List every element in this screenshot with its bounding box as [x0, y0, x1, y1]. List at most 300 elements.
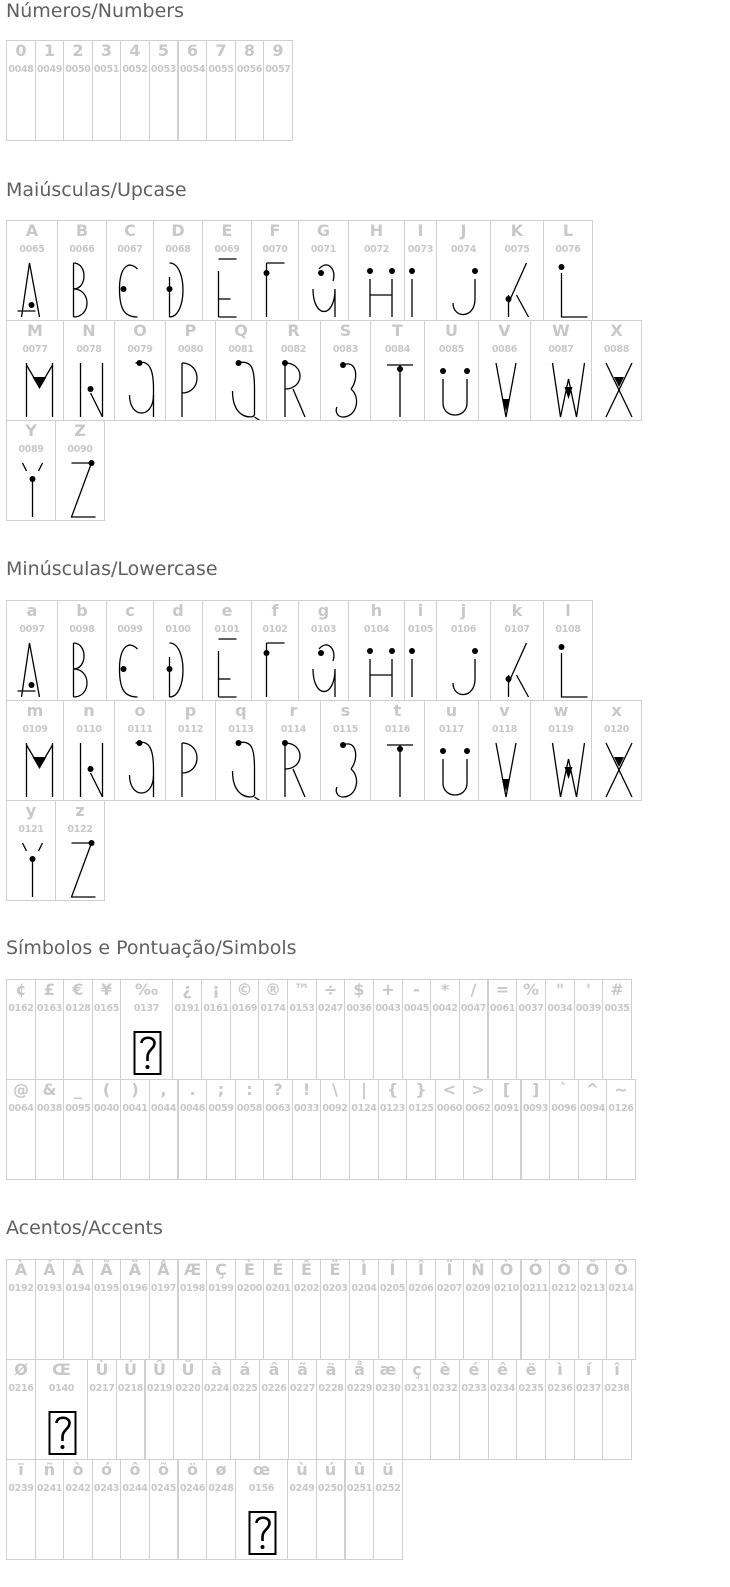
glyph-cell — [463, 1079, 493, 1180]
glyph-cell — [298, 600, 349, 701]
glyph-cell — [235, 1259, 264, 1360]
glyph-char: É — [272, 1260, 284, 1279]
glyph-char: . — [189, 1080, 196, 1099]
glyph-code: 0042 — [432, 1003, 458, 1014]
glyph-cell — [114, 700, 166, 801]
glyph-code: 0108 — [555, 624, 581, 635]
glyph-cell — [149, 1459, 178, 1560]
glyph-cell — [578, 1259, 607, 1360]
glyph-char: , — [160, 1080, 167, 1099]
glyph-code: 0233 — [461, 1383, 487, 1394]
glyph-code: 0086 — [491, 344, 518, 355]
glyph-code: 0063 — [265, 1103, 291, 1114]
glyph-char: P — [184, 321, 197, 340]
glyph-char: B — [75, 221, 89, 240]
glyph-char: õ — [158, 1460, 169, 1479]
glyph-char: : — [246, 1080, 253, 1099]
glyph-code: 0041 — [122, 1103, 148, 1114]
glyph-code: 0225 — [232, 1383, 258, 1394]
glyph-char: L — [562, 221, 574, 240]
glyph-drawing — [299, 601, 349, 701]
glyph-char: ‰ — [134, 980, 159, 999]
glyph-drawing — [405, 221, 437, 321]
glyph-cell — [63, 979, 93, 1080]
glyph-code: 0209 — [465, 1283, 491, 1294]
glyph-char: ¡ — [212, 980, 220, 999]
glyph-drawing — [56, 421, 105, 521]
glyph-code: 0064 — [8, 1103, 34, 1114]
glyph-drawing — [7, 421, 56, 521]
glyph-char: ô — [129, 1460, 141, 1479]
glyph-char: ¢ — [15, 980, 27, 999]
missing-glyph-icon — [36, 1360, 88, 1460]
glyph-code: 0091 — [493, 1103, 520, 1114]
glyph-char: ü — [382, 1460, 394, 1479]
glyph-code: 0207 — [436, 1283, 463, 1294]
glyph-code: 0105 — [407, 624, 434, 635]
glyph-char: È — [244, 1260, 255, 1279]
glyph-char: Ú — [124, 1360, 137, 1379]
glyph-code: 0227 — [289, 1383, 316, 1394]
glyph-drawing — [166, 701, 216, 801]
glyph-char: K — [510, 221, 524, 240]
section-title: Maiúsculas/Upcase — [6, 179, 187, 201]
glyph-cell — [378, 1259, 407, 1360]
glyph-char: ® — [265, 980, 281, 999]
glyph-code: 0098 — [69, 624, 95, 635]
glyph-code: 0248 — [208, 1483, 234, 1494]
glyph-char: ö — [187, 1460, 198, 1479]
glyph-cell — [63, 1259, 93, 1360]
glyph-code: 0099 — [117, 624, 143, 635]
glyph-drawing — [371, 701, 425, 801]
glyph-char: à — [211, 1360, 222, 1379]
glyph-code: 0116 — [384, 724, 411, 735]
glyph-code: 0114 — [280, 724, 307, 735]
glyph-char: A — [25, 221, 39, 240]
glyph-code: 0244 — [122, 1483, 148, 1494]
glyph-code: 0048 — [8, 64, 34, 75]
glyph-char: t — [393, 701, 402, 720]
glyph-cell — [206, 1259, 236, 1360]
glyph-drawing — [64, 701, 115, 801]
glyph-drawing — [64, 321, 115, 421]
glyph-cell — [406, 1259, 436, 1360]
glyph-char: @ — [13, 1080, 29, 1099]
glyph-char: h — [370, 601, 383, 620]
glyph-char: 5 — [157, 41, 170, 60]
glyph-char: - — [413, 980, 420, 999]
glyph-cell — [6, 420, 56, 521]
glyph-char: I — [417, 221, 424, 240]
glyph-code: 0056 — [236, 64, 263, 75]
glyph-char: { — [386, 1080, 399, 1099]
glyph-code: 0234 — [489, 1383, 516, 1394]
glyph-drawing — [349, 601, 405, 701]
glyph-cell — [202, 1359, 231, 1460]
glyph-code: 0072 — [363, 244, 390, 255]
glyph-code: 0052 — [122, 64, 148, 75]
glyph-drawing — [154, 221, 203, 321]
glyph-drawing — [425, 321, 479, 421]
glyph-cell — [92, 1259, 121, 1360]
glyph-cell — [459, 979, 488, 1080]
glyph-code: 0107 — [504, 624, 530, 635]
glyph-cell — [424, 320, 479, 421]
glyph-cell — [370, 320, 425, 421]
glyph-drawing — [321, 321, 371, 421]
glyph-cell — [549, 1259, 579, 1360]
glyph-code: 0089 — [18, 444, 44, 455]
glyph-char: Ö — [614, 1260, 628, 1279]
glyph-char: 6 — [186, 41, 199, 60]
glyph-cell — [92, 1079, 121, 1180]
glyph-cell — [63, 40, 93, 141]
glyph-drawing — [115, 321, 166, 421]
glyph-char: ú — [324, 1460, 337, 1479]
glyph-char: + — [381, 980, 395, 999]
glyph-code: 0199 — [208, 1283, 234, 1294]
glyph-code: 0153 — [289, 1003, 315, 1014]
glyph-char: Q — [234, 321, 248, 340]
glyph-char: î — [614, 1360, 620, 1379]
glyph-char: u — [445, 701, 458, 720]
glyph-char: n — [83, 701, 95, 720]
glyph-cell — [490, 600, 544, 701]
glyph-char: Á — [43, 1260, 56, 1279]
glyph-cell — [287, 979, 317, 1080]
glyph-char: 0 — [15, 41, 27, 60]
glyph-code: 0060 — [436, 1103, 463, 1114]
glyph-char: ÷ — [323, 980, 338, 999]
glyph-code: 0033 — [293, 1103, 320, 1114]
glyph-char: 1 — [43, 41, 56, 60]
glyph-char: ñ — [43, 1460, 56, 1479]
glyph-code: 0193 — [36, 1283, 63, 1294]
glyph-code: 0241 — [36, 1483, 63, 1494]
glyph-drawing — [267, 701, 321, 801]
glyph-cell — [606, 1259, 636, 1360]
glyph-cell — [459, 1359, 489, 1460]
glyph-char: Ô — [557, 1260, 571, 1279]
glyph-drawing — [7, 801, 56, 901]
glyph-code: 0121 — [18, 824, 44, 835]
glyph-code: 0066 — [69, 244, 95, 255]
glyph-code: 0197 — [150, 1283, 177, 1294]
glyph-code: 0112 — [177, 724, 204, 735]
glyph-char: s — [340, 701, 351, 720]
glyph-code: 0216 — [8, 1383, 34, 1394]
glyph-cell — [63, 320, 115, 421]
glyph-drawing — [58, 601, 107, 701]
glyph-char: $ — [353, 980, 365, 999]
glyph-char: i — [417, 601, 424, 620]
glyph-code: 0093 — [522, 1103, 549, 1114]
glyph-cell — [165, 700, 216, 801]
glyph-cell — [259, 1359, 289, 1460]
glyph-drawing — [299, 221, 349, 321]
glyph-code: 0110 — [76, 724, 102, 735]
glyph-drawing — [371, 321, 425, 421]
glyph-drawing — [479, 321, 531, 421]
glyph-cell — [373, 1459, 403, 1560]
glyph-code: 0087 — [548, 344, 574, 355]
glyph-cell — [263, 40, 293, 141]
glyph-char: ] — [531, 1080, 540, 1099]
glyph-cell — [266, 320, 321, 421]
glyph-code: 0102 — [262, 624, 288, 635]
glyph-cell — [63, 1459, 93, 1560]
glyph-drawing — [7, 601, 58, 701]
glyph-char: M — [27, 321, 43, 340]
glyph-char: f — [271, 601, 279, 620]
glyph-cell — [516, 1359, 546, 1460]
glyph-cell — [602, 979, 632, 1080]
glyph-code: 0051 — [93, 64, 120, 75]
glyph-code: 0124 — [351, 1103, 377, 1114]
glyph-code: 0226 — [261, 1383, 287, 1394]
glyph-cell — [320, 320, 371, 421]
glyph-char: 2 — [72, 41, 84, 60]
glyph-char: U — [445, 321, 458, 340]
glyph-char: > — [471, 1080, 485, 1099]
glyph-cell — [530, 700, 592, 801]
glyph-char: ~ — [614, 1080, 628, 1099]
glyph-cell — [149, 1079, 178, 1180]
glyph-code: 0111 — [127, 724, 153, 735]
glyph-cell — [87, 1359, 117, 1460]
glyph-char: X — [610, 321, 623, 340]
glyph-cell — [57, 220, 107, 321]
glyph-char: ™ — [294, 980, 310, 999]
glyph-code: 0210 — [493, 1283, 520, 1294]
glyph-cell — [606, 1079, 636, 1180]
glyph-cell — [263, 1259, 293, 1360]
glyph-char: Õ — [585, 1260, 600, 1279]
glyph-drawing — [479, 701, 531, 801]
glyph-char: j — [460, 601, 467, 620]
glyph-char: ! — [302, 1080, 311, 1099]
glyph-cell — [178, 1079, 207, 1180]
glyph-char: % — [522, 980, 540, 999]
glyph-code: 0074 — [450, 244, 477, 255]
glyph-cell — [206, 1079, 236, 1180]
glyph-drawing — [107, 221, 154, 321]
section-title: Símbolos e Pontuação/Simbols — [6, 937, 297, 959]
glyph-cell — [404, 600, 437, 701]
glyph-char: Í — [389, 1260, 396, 1279]
glyph-char: _ — [74, 1080, 82, 1099]
glyph-drawing — [437, 601, 491, 701]
glyph-char: N — [82, 321, 96, 340]
glyph-code: 0198 — [179, 1283, 206, 1294]
glyph-char: ò — [72, 1460, 84, 1479]
glyph-cell — [348, 220, 405, 321]
glyph-code: 0076 — [555, 244, 581, 255]
glyph-code: 0235 — [518, 1383, 544, 1394]
glyph-code: 0075 — [504, 244, 530, 255]
glyph-cell — [288, 1359, 317, 1460]
glyph-cell — [145, 1359, 174, 1460]
glyph-cell — [435, 1079, 464, 1180]
glyph-code: 0038 — [36, 1103, 63, 1114]
glyph-cell — [153, 220, 203, 321]
glyph-code: 0192 — [8, 1283, 34, 1294]
glyph-code: 0204 — [351, 1283, 377, 1294]
glyph-code: 0218 — [117, 1383, 144, 1394]
glyph-cell — [35, 1079, 64, 1180]
missing-glyph-icon — [236, 1460, 288, 1560]
glyph-cell — [373, 979, 403, 1080]
glyph-char: m — [26, 701, 44, 720]
glyph-cell — [6, 979, 36, 1080]
glyph-char: l — [565, 601, 571, 620]
glyph-cell — [591, 320, 642, 421]
glyph-char: Ä — [128, 1260, 142, 1279]
glyph-cell — [6, 1359, 36, 1460]
glyph-char: Ê — [301, 1260, 312, 1279]
glyph-cell — [63, 1079, 93, 1180]
glyph-code: 0214 — [608, 1283, 634, 1294]
glyph-code: 0070 — [262, 244, 288, 255]
glyph-char: & — [42, 1080, 57, 1099]
glyph-drawing — [267, 321, 321, 421]
glyph-cell — [543, 220, 593, 321]
glyph-code: 0040 — [93, 1103, 120, 1114]
glyph-code: 0191 — [174, 1003, 200, 1014]
glyph-char: Ã — [100, 1260, 113, 1279]
glyph-cell — [120, 1079, 150, 1180]
glyph-code: 0061 — [489, 1003, 516, 1014]
glyph-code: 0219 — [146, 1383, 173, 1394]
glyph-char: é — [468, 1360, 480, 1379]
glyph-cell — [178, 1459, 207, 1560]
glyph-char: # — [610, 980, 624, 999]
glyph-code: 0101 — [214, 624, 240, 635]
glyph-code: 0034 — [547, 1003, 573, 1014]
glyph-drawing — [531, 321, 592, 421]
glyph-char: Œ — [52, 1360, 71, 1379]
glyph-cell — [35, 1459, 64, 1560]
glyph-char: ^ — [585, 1080, 600, 1099]
glyph-drawing — [203, 601, 252, 701]
glyph-char: W — [552, 321, 570, 340]
glyph-char: q — [235, 701, 247, 720]
glyph-char: g — [317, 601, 330, 620]
glyph-char: c — [125, 601, 135, 620]
glyph-cell — [292, 1259, 321, 1360]
glyph-code: 0085 — [438, 344, 465, 355]
glyph-char: 8 — [243, 41, 256, 60]
glyph-char: w — [553, 701, 569, 720]
glyph-cell — [230, 1359, 260, 1460]
glyph-char: á — [239, 1360, 251, 1379]
glyph-cell — [35, 1259, 64, 1360]
glyph-code: 0055 — [208, 64, 234, 75]
glyph-char: Ì — [361, 1260, 367, 1279]
glyph-char: | — [361, 1080, 367, 1099]
glyph-code: 0113 — [228, 724, 254, 735]
glyph-code: 0078 — [76, 344, 102, 355]
glyph-drawing — [107, 601, 154, 701]
glyph-code: 0239 — [8, 1483, 34, 1494]
glyph-cell — [436, 600, 491, 701]
glyph-cell — [92, 979, 121, 1080]
glyph-code: 0230 — [375, 1383, 401, 1394]
glyph-code: 0062 — [465, 1103, 491, 1114]
glyph-code: 0044 — [150, 1103, 177, 1114]
glyph-char: H — [369, 221, 384, 240]
glyph-char: ' — [586, 980, 591, 999]
glyph-cell — [6, 220, 58, 321]
glyph-drawing — [58, 221, 107, 321]
glyph-drawing — [216, 321, 267, 421]
glyph-cell — [521, 1259, 550, 1360]
glyph-code: 0232 — [432, 1383, 458, 1394]
glyph-cell — [490, 220, 544, 321]
glyph-code: 0104 — [363, 624, 390, 635]
glyph-code: 0202 — [293, 1283, 320, 1294]
glyph-cell — [106, 220, 154, 321]
glyph-code: 0194 — [65, 1283, 91, 1294]
glyph-cell — [165, 320, 216, 421]
glyph-cell — [578, 1079, 607, 1180]
glyph-code: 0088 — [603, 344, 630, 355]
glyph-cell — [316, 979, 345, 1080]
glyph-code: 0036 — [346, 1003, 372, 1014]
glyph-code: 0156 — [248, 1483, 275, 1494]
glyph-cell — [149, 1259, 178, 1360]
glyph-cell — [235, 40, 264, 141]
glyph-cell — [120, 1259, 150, 1360]
glyph-drawing — [166, 321, 216, 421]
glyph-cell — [6, 800, 56, 901]
glyph-cell — [478, 700, 531, 801]
glyph-char: " — [555, 980, 565, 999]
glyph-char: í — [585, 1360, 592, 1379]
glyph-drawing — [437, 221, 491, 321]
section-title: Acentos/Accents — [6, 1217, 163, 1239]
glyph-drawing — [544, 601, 593, 701]
glyph-char: Ò — [499, 1260, 514, 1279]
glyph-cell — [206, 1459, 236, 1560]
glyph-code: 0117 — [438, 724, 465, 735]
glyph-drawing — [592, 701, 642, 801]
glyph-cell — [574, 1359, 603, 1460]
glyph-drawing — [592, 321, 642, 421]
glyph-cell — [478, 320, 531, 421]
glyph-cell — [320, 1259, 350, 1360]
glyph-code: 0068 — [165, 244, 191, 255]
glyph-char: Æ — [183, 1260, 202, 1279]
glyph-cell — [543, 600, 593, 701]
glyph-char: d — [172, 601, 184, 620]
glyph-char: * — [440, 980, 450, 999]
glyph-char: ù — [296, 1460, 308, 1479]
glyph-cell — [35, 40, 64, 141]
glyph-code: 0205 — [379, 1283, 406, 1294]
glyph-char: Ù — [95, 1360, 109, 1379]
glyph-cell — [348, 600, 405, 701]
glyph-char: O — [133, 321, 147, 340]
glyph-char: Ü — [181, 1360, 195, 1379]
glyph-code: 0163 — [36, 1003, 63, 1014]
glyph-cell — [6, 1259, 36, 1360]
section-title: Números/Numbers — [6, 0, 184, 22]
glyph-code: 0242 — [65, 1483, 91, 1494]
glyph-cell — [120, 1459, 150, 1560]
glyph-cell — [251, 600, 299, 701]
